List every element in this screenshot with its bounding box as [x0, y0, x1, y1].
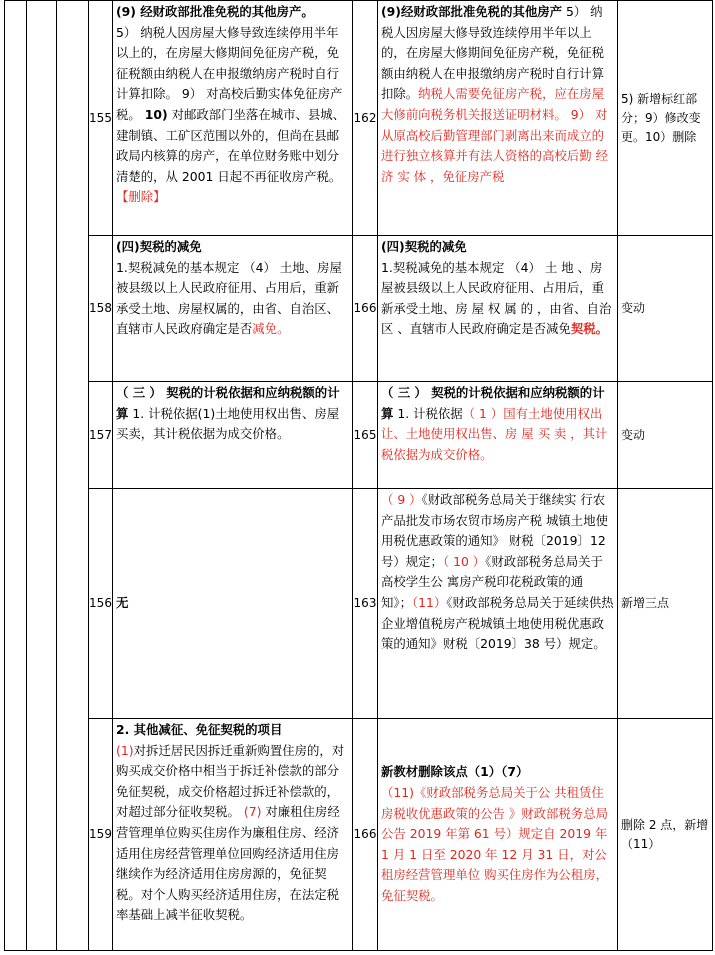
old-item-title: (9) 经财政部批准免税的其他房产。	[116, 4, 314, 19]
old-content	[113, 236, 353, 382]
new-page-number: 163	[353, 489, 378, 719]
old-page-number: 155	[89, 1, 113, 236]
new-page-number: 162	[353, 1, 378, 236]
new-item-title: (9)经财政部批准免税的其他房产	[381, 4, 563, 19]
old-text-red: 减免。	[252, 321, 290, 337]
old-text-none: 无	[116, 595, 129, 611]
new-text-red: （ 1 ）国有土地使用权出让、土地使用权出售、房 屋 买 卖 ，其计税依据为成交价格。	[381, 405, 608, 462]
new-content	[378, 1, 618, 236]
new-text-red: （11)《财政部税务总局关于公 共租赁住房税收优惠政策的公告 》财政部税务总局公告 2019 年第 61 号）规定自 2019 年 1 月 1 日至 2020 年 12 月 31 日，对公租房经营管理单位 购买住房作为公租房，免征契税。	[381, 785, 608, 903]
table-row	[5, 382, 713, 489]
old-item-title: （ 三 ） 契税的计税依据和应纳税额的计算	[116, 385, 340, 421]
change-note: 变动	[618, 382, 713, 489]
new-text: 1.契税减免的基本规定 （4） 土 地 、房屋被县级以上人民政府征用、占用后，重新承受土地、房 屋 权 属 的 ，由省、自治 区 、直辖市人民政府确定是否减免	[381, 259, 612, 337]
old-page-number: 158	[89, 236, 113, 382]
new-item-title: （ 三 ） 契税的计税依据和应纳税额的计算	[381, 385, 605, 421]
old-text: 1.契税减免的基本规定 （4） 土地、房屋被县级以上人民政府征用、占用后，重新承受土地、房屋权属的，由省、自治区、直辖市人民政府确定是否	[116, 259, 342, 337]
change-note: 5) 新增标红部分；9）修改变更。10）删除	[618, 1, 713, 236]
change-note: 新增三点	[618, 489, 713, 719]
new-text-red: 纳税人需要免征房产税，应在房屋大修前向税务机关报送证明材料。 9） 对从原高校后勤管理部门剥离出来而成立的进行独立核算并有法人资格的高校后勤 经 济 实 体 ，免征房产税	[381, 86, 608, 184]
change-note: 删除 2 点，新增（11）	[618, 719, 713, 951]
old-text-bold: 10)	[144, 106, 168, 122]
new-item-title: (四)契税的减免	[381, 239, 467, 254]
new-text: 《财政部税务总局关于继续实 行农产品批发市场农贸市场房产税 城镇土地使用税优惠政策的通知》 财税〔2019〕12 号）规定；	[381, 492, 608, 569]
new-content	[378, 489, 618, 719]
new-text: 《财政部税务总局关于高校学生公 寓房产税印花税政策的通知》；	[381, 553, 603, 610]
comparison-table	[4, 0, 713, 951]
table-row	[5, 1, 713, 236]
new-content	[378, 719, 618, 951]
old-item-number: (7)	[243, 804, 262, 820]
old-text: 1. 计税依据(1)土地使用权出售、房屋买卖，其计税依据为成交价格。	[116, 405, 340, 442]
old-content	[113, 1, 353, 236]
old-content	[113, 719, 353, 951]
new-text: 《财政部税务总局关于延续供热企业增值税房产税城镇土地使用税优惠政策的通知》财税〔2019〕38 号）规定。	[381, 594, 614, 652]
old-deleted-mark: 【删除】	[116, 189, 166, 205]
blank-column-3	[57, 1, 89, 951]
new-page-number: 165	[353, 382, 378, 489]
old-page-number: 159	[89, 719, 113, 951]
new-item-number: （ 10 ）	[442, 553, 486, 569]
old-page-number: 157	[89, 382, 113, 489]
new-item-title: 新教材删除该点（1）（7）	[381, 764, 529, 780]
old-item-title: (四)契税的减免	[116, 239, 202, 254]
new-text: 5） 纳税人因房屋大修导致连续停用半年以上的，在房屋大修期间免征房产税，免征税额由纳税人在申报缴纳房产税时自行计算扣除。	[381, 4, 605, 102]
new-page-number: 166	[353, 236, 378, 382]
change-note: 变动	[618, 236, 713, 382]
old-text: 对廉租住房经营管理单位购买住房作为廉租住房、经济适用住房经营管理单位回购经济适用住房继续作为经济适用住房房源的，免征契税。对个人购买经济适用住房，在法定税率基础上减半征收契税。	[116, 804, 340, 923]
table-row	[5, 719, 713, 951]
new-content	[378, 382, 618, 489]
new-content	[378, 236, 618, 382]
blank-column-2	[27, 1, 57, 951]
old-text: 对拆迁居民因拆迁重新购置住房的，对购买成交价格中相当于拆迁补偿款的部分免征契税，成交价格超过拆迁补偿款的，对超过部分征收契税。	[116, 742, 345, 820]
new-item-number: （ 9 ）	[381, 492, 422, 507]
new-text-red: 契税。	[570, 321, 608, 337]
old-text: 5） 纳税人因房屋大修导致连续停用半年以上的，在房屋大修期间免征房产税，免征税额由纳税人在申报缴纳房产税时自行计算扣除。 9） 对高校后勤实体免征房产税。	[116, 24, 343, 122]
table-row	[5, 489, 713, 719]
old-item-title: 2. 其他减征、免征契税的项目	[116, 722, 283, 737]
new-item-number: （11）	[411, 594, 447, 610]
new-page-number: 166	[353, 719, 378, 951]
old-text: 对邮政部门坐落在城市、县城、建制镇、工矿区范围以外的，但尚在县邮政局内核算的房产，在单位财务账中划分清楚的，从 2001 日起不再征收房产税。	[116, 106, 346, 184]
old-page-number: 156	[89, 489, 113, 719]
old-content	[113, 382, 353, 489]
new-text: 1. 计税依据	[393, 405, 463, 421]
blank-column-1	[5, 1, 27, 951]
table-row	[5, 236, 713, 382]
old-item-number: (1)	[116, 742, 134, 758]
old-content	[113, 489, 353, 719]
